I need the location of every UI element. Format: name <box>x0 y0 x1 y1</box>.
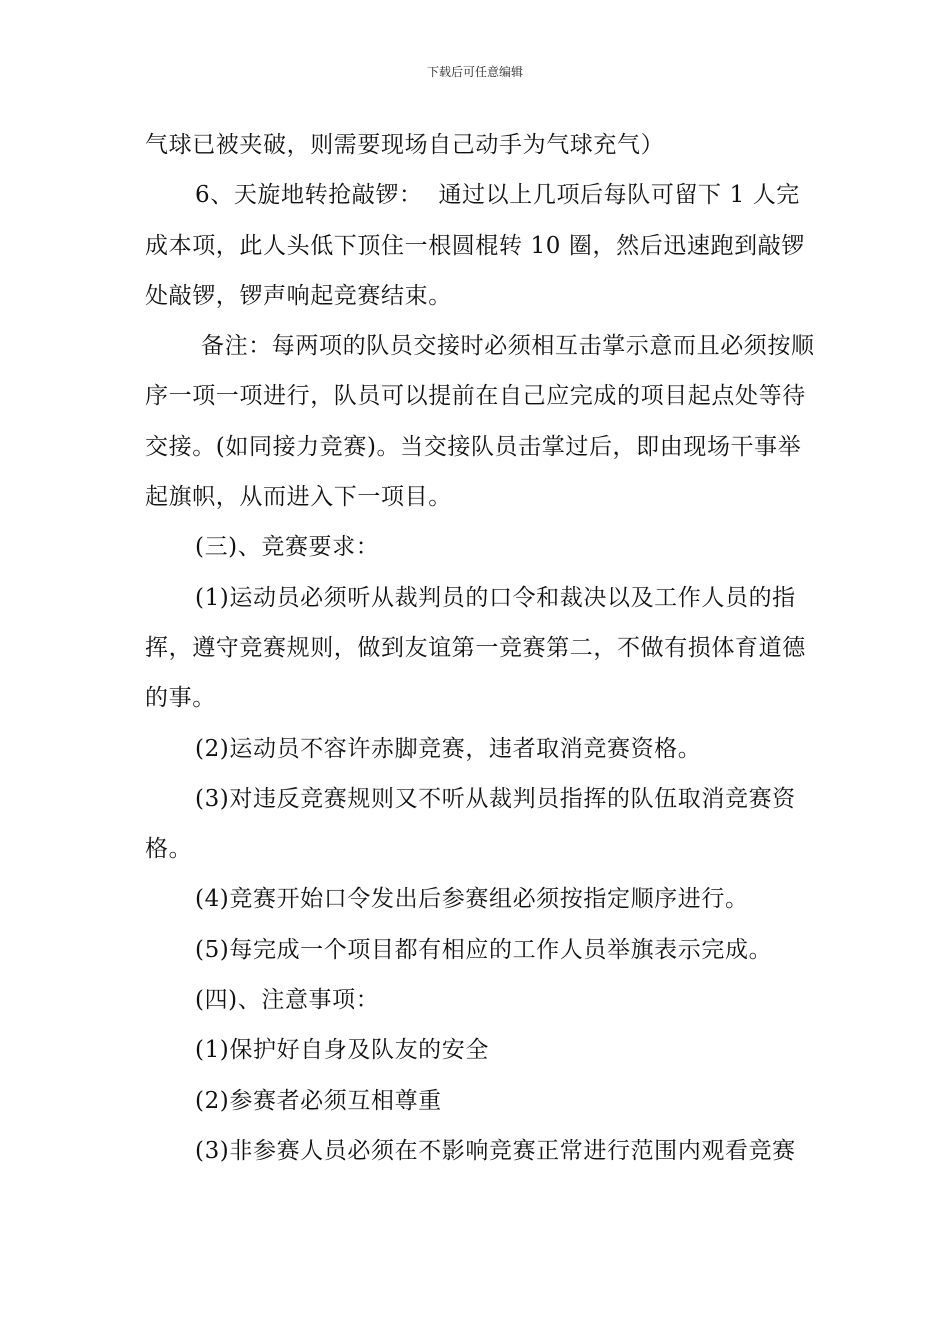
requirement-5: (5)每完成一个项目都有相应的工作人员举旗表示完成。 <box>195 936 773 963</box>
section-heading-notes: (四)、注意事项： <box>195 987 380 1014</box>
page-header: 下载后可任意编辑 <box>426 65 523 79</box>
note-1: (1)保护好自身及队友的安全 <box>195 1037 489 1064</box>
paragraph-balloon-note: 气球已被夹破，则需要现场自己动手为气球充气） <box>145 132 665 158</box>
document-body <box>145 120 815 1176</box>
note-2: (2)参赛者必须互相尊重 <box>195 1087 442 1114</box>
requirement-1: (1)运动员必须听从裁判员的口令和裁决以及工作人员的指挥，遵守竞赛规则，做到友谊第一竞赛第二，不做有损体育道德的事。 <box>145 584 806 712</box>
requirement-3: (3)对违反竞赛规则又不听从裁判员指挥的队伍取消竞赛资格。 <box>145 785 796 863</box>
paragraph-item-6: 6、天旋地转抢敲锣： 通过以上几项后每队可留下 1 人完成本项，此人头低下顶住一根圆棍转 10 圈，然后迅速跑到敲锣处敲锣，锣声响起竞赛结束。 <box>145 182 805 309</box>
requirement-4: (4)竞赛开始口令发出后参赛组必须按指定顺序进行。 <box>195 886 749 913</box>
note-3: (3)非参赛人员必须在不影响竞赛正常进行范围内观看竞赛 <box>195 1137 796 1164</box>
section-heading-requirements: (三)、竞赛要求： <box>195 534 380 561</box>
paragraph-remark: 备注：每两项的队员交接时必须相互击掌示意而且必须按顺序一项一项进行，队员可以提前在自己应完成的项目起点处等待交接。(如同接力竞赛)。当交接队员击掌过后，即由现场干事举起旗帜，从而进入下一项目。 <box>145 333 815 511</box>
requirement-2: (2)运动员不容许赤脚竞赛，违者取消竞赛资格。 <box>195 735 702 762</box>
